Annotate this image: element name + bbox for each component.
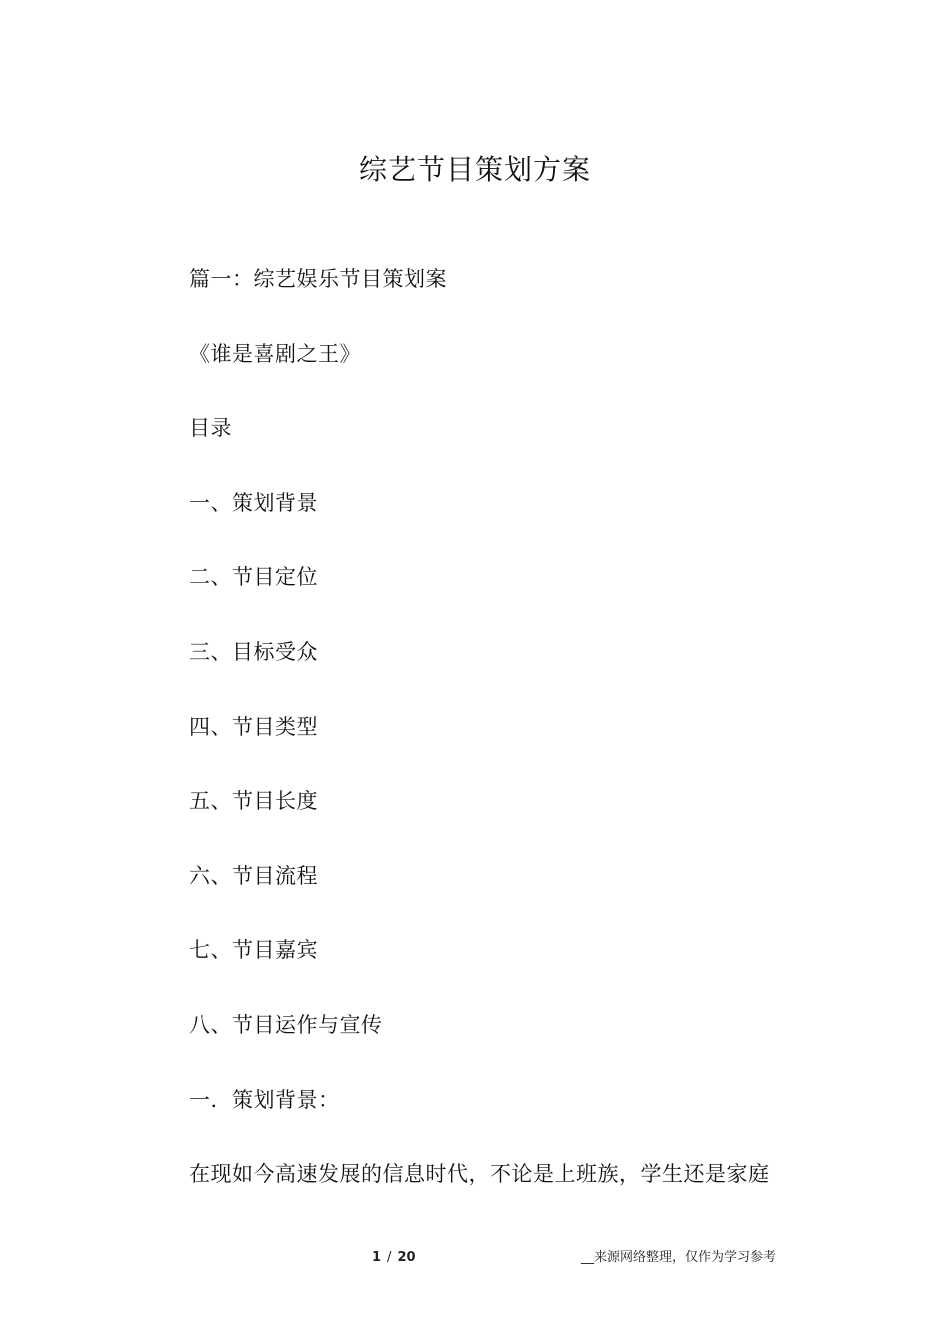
toc-item: 八、节目运作与宣传 [189, 1012, 383, 1037]
section-heading: 篇一：综艺娱乐节目策划案 [189, 267, 447, 291]
current-page: 1 [372, 1250, 382, 1265]
toc-heading: 目录 [189, 416, 232, 441]
total-pages: 20 [397, 1250, 416, 1265]
page-number [372, 1248, 416, 1268]
toc-item: 二、节目定位 [189, 565, 318, 590]
source-note: __来源网络整理，仅作为学习参考 [581, 1250, 777, 1265]
program-name: 《谁是喜剧之王》 [189, 341, 361, 366]
subsection-heading: 一．策划背景： [189, 1087, 340, 1112]
toc-item: 三、目标受众 [189, 639, 318, 664]
document-body [189, 261, 809, 1231]
page-separator: / [387, 1250, 392, 1265]
document-title: 综艺节目策划方案 [358, 153, 591, 186]
toc-item: 一、策划背景 [189, 490, 318, 515]
body-paragraph: 在现如今高速发展的信息时代，不论是上班族，学生还是家庭 [189, 1162, 770, 1187]
toc-item: 六、节目流程 [189, 863, 318, 888]
toc-item: 七、节目嘉宾 [189, 938, 318, 963]
toc-item: 五、节目长度 [189, 789, 318, 814]
toc-item: 四、节目类型 [189, 714, 318, 739]
